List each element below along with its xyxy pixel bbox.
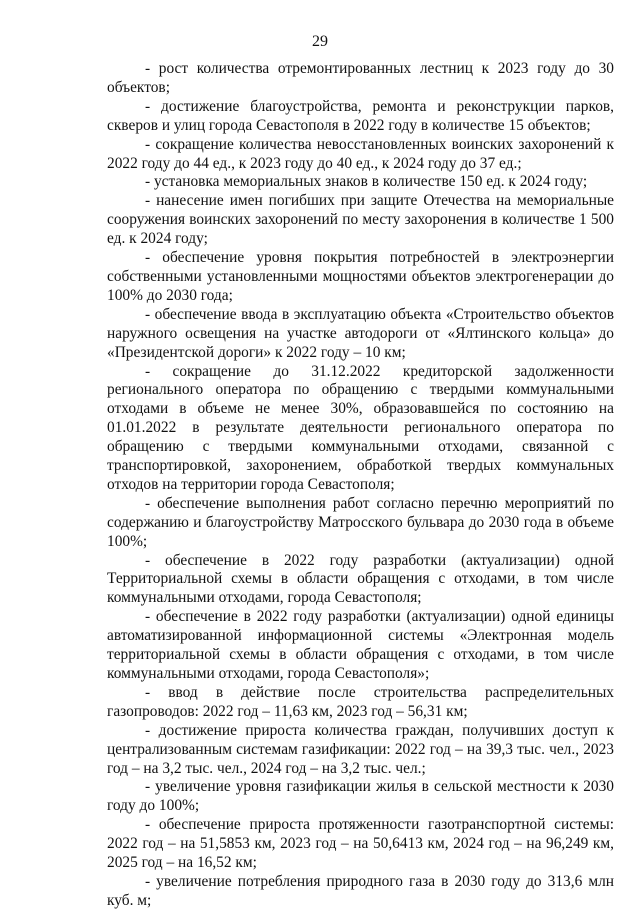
list-item: - обеспечение в 2022 году разработки (актуализации) одной единицы автоматизированной информационной системы «Электронная модель территориальной схемы в области обращения с отходами, в том числе коммунальными отходами, города Севастополя»; [107, 608, 614, 682]
list-item: - обеспечение выполнения работ согласно перечню мероприятий по содержанию и благоустройству Матросского бульвара до 2030 года в объеме 100%; [107, 494, 614, 550]
list-item: - сокращение до 31.12.2022 кредиторской задолженности регионального оператора по обращению с твердыми коммунальными отходами в объеме не менее 30%, образовавшейся по состоянию на 01.01.2022 в результате деятельности регионального оператора по обращению с твердыми коммунальными отходами, связанной с транспортировкой, захоронением, обработкой твердых коммунальных отходов на территории города Севастополя; [107, 362, 614, 493]
document-body [107, 60, 614, 911]
list-item: - обеспечение ввода в эксплуатацию объекта «Строительство объектов наружного освещения на участке автодороги от «Ялтинского кольца» до «Президентской дороги» к 2022 году – 10 км; [107, 305, 614, 361]
list-item: - нанесение имен погибших при защите Отечества на мемориальные сооружения воинских захоронений по месту захоронения в количестве 1 500 ед. к 2024 году; [107, 192, 614, 248]
list-item: - достижение благоустройства, ремонта и реконструкции парков, скверов и улиц города Севастополя в 2022 году в количестве 15 объектов; [107, 97, 614, 134]
list-item: - ввод в действие после строительства распределительных газопроводов: 2022 год – 11,63 км, 2023 год – 56,31 км; [107, 683, 614, 720]
list-item: - увеличение уровня газификации жилья в сельской местности к 2030 году до 100%; [107, 778, 614, 815]
list-item: - увеличение потребления природного газа в 2030 году до 313,6 млн куб. м; [107, 872, 614, 909]
list-item: - достижение прироста количества граждан, получивших доступ к централизованным системам газификации: 2022 год – на 39,3 тыс. чел., 2023 год – на 3,2 тыс. чел., 2024 год – на 3,2 тыс. чел.; [107, 721, 614, 777]
list-item: - обеспечение уровня покрытия потребностей в электроэнергии собственными установленными мощностями объектов электрогенерации до 100% до 2030 года; [107, 249, 614, 304]
list-item: - установка мемориальных знаков в количестве 150 ед. к 2024 году; [145, 173, 588, 191]
list-item: - обеспечение прироста протяженности газотранспортной системы: 2022 год – на 51,5853 км, 2023 год – на 50,6413 км, 2024 год – на 96,249 км, 2025 год – на 16,52 км; [107, 816, 614, 872]
list-item: - рост количества отремонтированных лестниц к 2023 году до 30 объектов; [107, 60, 614, 96]
list-item: - сокращение количества невосстановленных воинских захоронений к 2022 году до 44 ед., к 2023 году до 40 ед., к 2024 году до 37 ед.; [107, 135, 614, 172]
page-number: 29 [312, 33, 328, 50]
list-item: - обеспечение в 2022 году разработки (актуализации) одной Территориальной схемы в области обращения с отходами, в том числе коммунальными отходами, города Севастополя; [107, 551, 614, 607]
